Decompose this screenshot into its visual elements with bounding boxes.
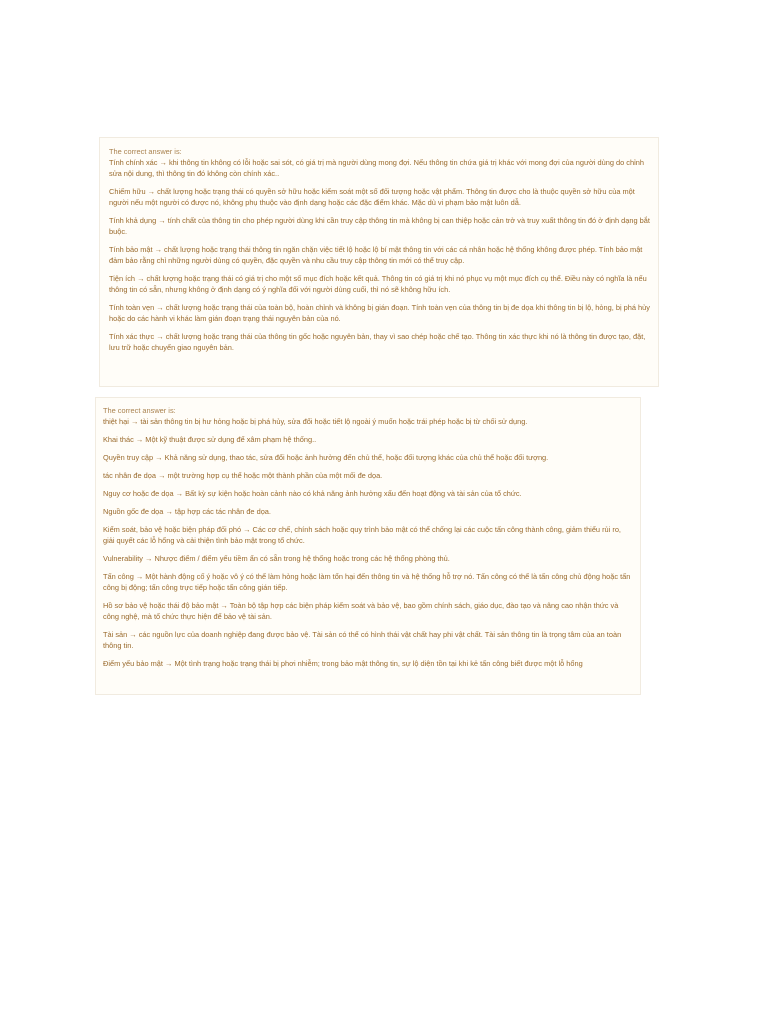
answer-item: Hồ sơ bảo vệ hoặc thái độ bảo mật → Toàn bộ tập hợp các biện pháp kiểm soát và bảo vệ, bao gồm chính sách, giáo dục, đào tạo và nâng cao nhận thức và công nghệ, mà tổ chức thực hiện để bảo vệ tài sản. xyxy=(103,600,619,621)
answer-item: Tấn công → Một hành động cố ý hoặc vô ý có thể làm hỏng hoặc làm tổn hại đến thông tin và hệ thống hỗ trợ nó. Tấn công có thể là tấn công chủ động hoặc tấn công bị động; tấn công trực tiếp hoặc tấn công gián tiếp. xyxy=(103,571,631,592)
answer-item: Quyền truy cập → Khả năng sử dụng, thao tác, sửa đổi hoặc ảnh hưởng đến chủ thể, hoặc đối tượng khác của chủ thể hoặc đối tượng. xyxy=(103,452,549,462)
answer-header: The correct answer is: xyxy=(109,147,182,156)
answer-item: Tính xác thực → chất lượng hoặc trạng thái của thông tin gốc hoặc nguyên bản, thay vì sao chép hoặc chế tạo. Thông tin xác thực khi nó là thông tin được tạo, đặt, lưu trữ hoặc chuyển giao nguyên bản. xyxy=(109,331,646,352)
answer-item: Kiểm soát, bảo vệ hoặc biện pháp đối phó → Các cơ chế, chính sách hoặc quy trình bảo mật có thể chống lại các cuộc tấn công thành công, giảm thiểu rủi ro, giải quyết các lỗ hổng và cải thiện tình bảo mật trong tổ chức. xyxy=(103,524,621,545)
answer-item: Tài sản → các nguồn lực của doanh nghiệp đang được bảo vệ. Tài sản có thể có hình thái vật chất hay phi vật chất. Tài sản thông tin là trọng tâm của an toàn thông tin. xyxy=(103,629,622,650)
answer-item: Nguy cơ hoặc đe dọa → Bất kỳ sự kiện hoặc hoàn cảnh nào có khả năng ảnh hưởng xấu đến hoạt động và tài sản của tổ chức. xyxy=(103,488,522,498)
answer-list xyxy=(103,416,632,669)
answer-item: Vulnerability → Nhược điểm / điểm yếu tiềm ẩn có sẵn trong hệ thống hoặc trong các hệ thống phòng thủ. xyxy=(103,553,450,563)
answer-box-2 xyxy=(95,397,641,695)
answer-box-1 xyxy=(99,137,659,387)
answer-item: Tiện ích → chất lượng hoặc trạng thái có giá trị cho một số mục đích hoặc kết quả. Thông tin có giá trị khi nó phục vụ một mục đích cụ thể. Điều này có nghĩa là nếu thông tin có sẵn, nhưng không ở định dạng có ý nghĩa đối với người dùng cuối, thì nó sẽ không hữu ích. xyxy=(109,273,647,295)
answer-item: Tính toàn vẹn → chất lượng hoặc trạng thái của toàn bộ, hoàn chỉnh và không bị gián đoạn. Tính toàn vẹn của thông tin bị đe dọa khi thông tin bị lộ, hỏng, bị phá hủy hoặc do các hành vi khác làm gián đoạn trạng thái nguyên bản của nó. xyxy=(109,302,650,323)
answer-header: The correct answer is: xyxy=(103,406,176,415)
answer-item: Tính chính xác → khi thông tin không có lỗi hoặc sai sót, có giá trị mà người dùng mong đợi. Nếu thông tin chứa giá trị khác với mong đợi của người dùng do chỉnh sửa nội dung, thì thông tin đó không còn chính xác.. xyxy=(109,158,644,179)
answer-item: thiệt hại → tài sản thông tin bị hư hỏng hoặc bị phá hủy, sửa đổi hoặc tiết lộ ngoài ý muốn hoặc trái phép hoặc bị từ chối sử dụng. xyxy=(103,417,528,427)
answer-item: Điểm yếu bảo mật → Một tình trạng hoặc trạng thái bị phơi nhiễm; trong bảo mật thông tin, sự lộ diện tồn tại khi kẻ tấn công biết được một lỗ hổng xyxy=(103,658,583,668)
answer-item: Chiếm hữu → chất lượng hoặc trạng thái có quyền sở hữu hoặc kiểm soát một số đối tượng hoặc vật phẩm. Thông tin được cho là thuộc quyền sở hữu của một người nếu một người có được nó, không phụ thuộc vào định dạng hoặc các đặc điểm khác. Mặc dù vi phạm bảo mật luôn dẫ. xyxy=(109,187,635,208)
answer-item: Tính bảo mật → chất lượng hoặc trạng thái thông tin ngăn chặn việc tiết lộ hoặc lộ bí mật thông tin với các cá nhân hoặc hệ thống không được phép. Tính bảo mật đảm bảo rằng chỉ những người dùng có quyền, đặc quyền và nhu cầu truy cập thông tin mới có thể truy cập. xyxy=(109,244,643,266)
answer-item: Nguồn gốc đe dọa → tập hợp các tác nhân đe dọa. xyxy=(103,506,271,516)
answer-item: tác nhân đe dọa → một trường hợp cụ thể hoặc một thành phần của một mối đe dọa. xyxy=(103,470,383,480)
answer-item: Tính khả dụng → tính chất của thông tin cho phép người dùng khi cần truy cập thông tin mà không bị can thiệp hoặc cản trở và truy xuất thông tin đó ở định dạng bắt buộc. xyxy=(109,216,650,237)
answer-list xyxy=(109,157,650,353)
answer-item: Khai thác → Một kỹ thuật được sử dụng để xâm phạm hệ thống.. xyxy=(103,435,317,445)
